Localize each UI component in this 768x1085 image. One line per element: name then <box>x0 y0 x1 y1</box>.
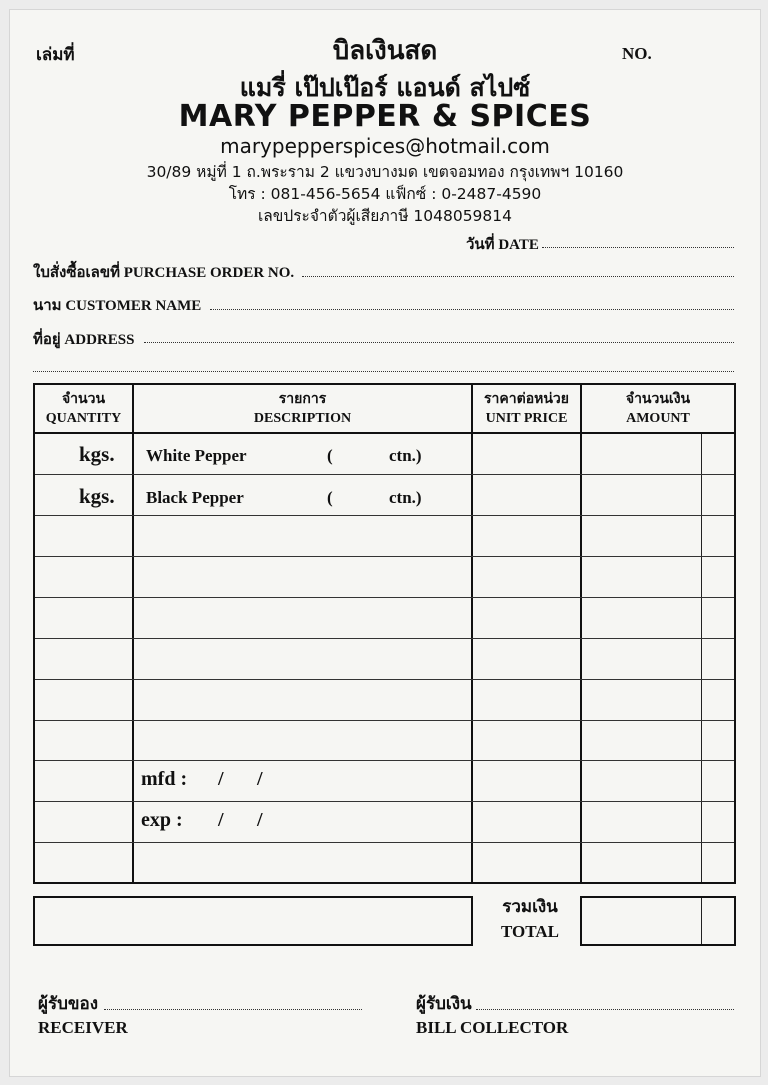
mfd-slash-1: / <box>218 768 224 790</box>
collector-signature-line[interactable] <box>476 1009 734 1010</box>
row-1-quantity-unit: kgs. <box>79 442 115 466</box>
book-number-label: เล่มที่ <box>36 45 75 65</box>
customer-name-label: นาม CUSTOMER NAME <box>33 298 202 314</box>
unit-price-column-header: ราคาต่อหน่วย UNIT PRICE <box>484 392 569 426</box>
row-2-carton-unit: ctn.) <box>389 488 422 507</box>
company-address: 30/89 หมู่ที่ 1 ถ.พระราม 2 แขวงบางมด เขตจอมทอง กรุงเทพฯ 10160 <box>146 163 624 181</box>
cash-bill-form <box>9 9 761 1077</box>
quantity-column-header: จำนวน QUANTITY <box>45 392 122 426</box>
address-label: ที่อยู่ ADDRESS <box>33 332 135 348</box>
company-email: marypepperspices@hotmail.com <box>220 134 550 158</box>
exp-slash-2: / <box>257 809 263 831</box>
items-table <box>33 383 736 884</box>
receiver-label-thai: ผู้รับของ <box>38 994 99 1013</box>
row-1-carton-unit: ctn.) <box>389 446 422 465</box>
company-phone-fax: โทร : 081-456-5654 แฟ็กซ์ : 0-2487-4590 <box>228 185 542 203</box>
mfd-slash-2: / <box>257 768 263 790</box>
exp-label: exp : <box>141 809 183 831</box>
purchase-order-label: ใบสั่งซื้อเลขที่ PURCHASE ORDER NO. <box>33 265 295 281</box>
row-2-item: Black Pepper <box>146 488 244 507</box>
collector-label-thai: ผู้รับเงิน <box>416 994 472 1013</box>
remarks-box[interactable] <box>33 896 473 946</box>
company-name-thai: แมรี่ เป๊ปเป๊อร์ แอนด์ สไปซ์ <box>239 73 531 102</box>
collector-label-english: BILL COLLECTOR <box>416 1018 569 1037</box>
row-2-paren: ( <box>327 488 333 507</box>
receiver-signature-line[interactable] <box>104 1009 362 1010</box>
company-name-english: MARY PEPPER & SPICES <box>178 99 592 134</box>
receiver-label-english: RECEIVER <box>38 1018 128 1037</box>
row-2-quantity-unit: kgs. <box>79 484 115 508</box>
description-column-header: รายการ DESCRIPTION <box>253 392 352 426</box>
row-1-item: White Pepper <box>146 446 247 465</box>
amount-column-header: จำนวนเงิน AMOUNT <box>625 392 691 426</box>
customer-name-field[interactable] <box>210 309 734 310</box>
total-label: รวมเงิน TOTAL <box>501 897 559 941</box>
address-field-line2[interactable] <box>33 371 734 372</box>
date-label: วันที่ DATE <box>466 237 539 253</box>
document-title: บิลเงินสด <box>332 36 438 66</box>
date-field[interactable] <box>542 247 734 248</box>
exp-slash-1: / <box>218 809 224 831</box>
company-tax-id: เลขประจำตัวผู้เสียภาษี 1048059814 <box>257 207 513 225</box>
bill-number-label: NO. <box>622 44 652 63</box>
row-1-paren: ( <box>327 446 333 465</box>
total-amount-box[interactable] <box>580 896 736 946</box>
address-field[interactable] <box>144 342 734 343</box>
purchase-order-field[interactable] <box>302 276 734 277</box>
mfd-label: mfd : <box>141 768 188 790</box>
